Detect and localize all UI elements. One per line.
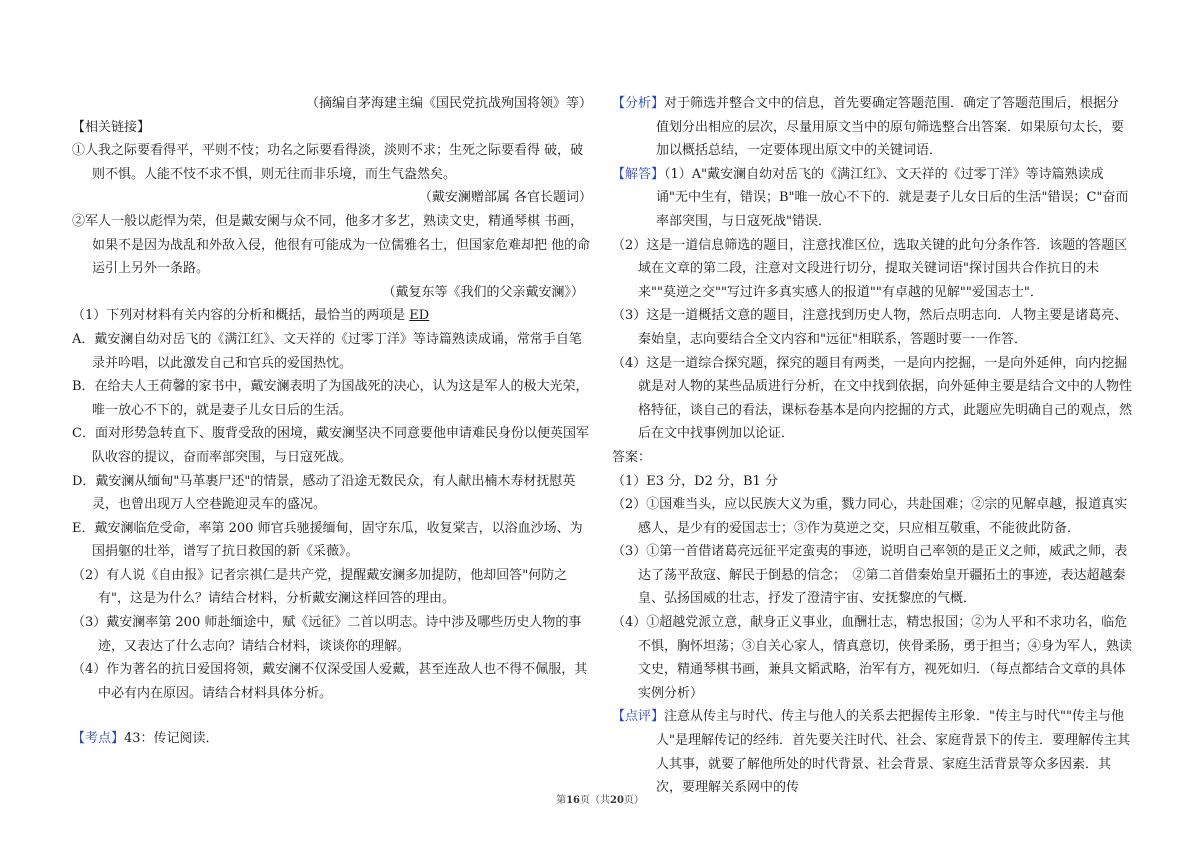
- comment-tag: 【点评】: [612, 709, 665, 725]
- kaodian: [72, 727, 592, 751]
- solution-3: （3）这是一道概括文意的题目，注意找到历史人物，然后点明志向．人物主要是诸葛亮、秦始皇，志向要结合全文内容和"远征"相联系，答题时要一一作答．: [612, 308, 1128, 347]
- answer-4: （4）①超越党派立意，献身正义事业，血酬壮志，精忠报国；②为人平和不求功名，临危不惧，胸怀坦荡；③自关心家人，情真意切，侠骨柔肠，勇于担当；④身为军人，熟读文史，精通琴棋书画，兼具文韬武略，治军有方，视死如归．（每点都结合文章的具体实例分析）: [612, 615, 1133, 701]
- analysis-tag: 【分析】: [612, 96, 665, 111]
- question-1-answer: ED: [409, 308, 430, 324]
- footer-mid: 页（共: [580, 795, 610, 806]
- related-links-title: 【相关链接】: [72, 119, 151, 135]
- related-link-2: ②军人一般以彪悍为荣，但是戴安阑与众不同，他多才多艺，熟读文史，精通琴棋 书画，如果不是因为战乱和外敌入侵，他很有可能成为一位儒雅名士，但国家危难却把 他的命运引上另外一条路。: [72, 213, 591, 277]
- analysis: [612, 92, 1132, 163]
- question-2: （2）有人说《自由报》记者宗祺仁是共产党，提醒戴安澜多加提防，他却回答"何防之有"，这是为什么？请结合材料，分析戴安澜这样回答的理由。: [72, 567, 568, 607]
- option-d: D．戴安澜从缅甸"马革裹尸还"的情景，感动了沿途无数民众，有人献出楠木寿材抚慰英灵，也曾出现万人空巷跪迎灵车的盛况。: [72, 473, 576, 513]
- comment-text: 注意从传主与时代、传主与他人的关系去把握传主形象．"传主与时代""传主与他人"是理解传记的经纬．首先要关注时代、社会、家庭背景下的传主．要理解传主其人其事，就要了解他所处的时代背景、社会背景、家庭生活背景等众多因素．其次，要理解关系网中的传: [656, 709, 1130, 796]
- answer-3: （3）①第一首借诸葛亮远征平定蛮夷的事迹，说明自己率领的是正义之师，威武之师，表达了荡平敌寇、解民于倒悬的信念； ②第二首借秦始皇开疆拓土的事迹，表达超越秦皇、弘扬国威的壮志，抒发了澄清宇宙、安抚黎庶的气概．: [612, 544, 1128, 607]
- related-link-1-source: （戴安澜赠部属 各官长题词）: [418, 190, 592, 206]
- related-link-2-source: （戴复东等《我们的父亲戴安澜》）: [382, 284, 584, 300]
- left-column: [72, 92, 592, 751]
- question-1: [72, 304, 592, 328]
- comment: [612, 705, 1132, 799]
- question-4: （4）作为著名的抗日爱国将领，戴安澜不仅深受国人爱戴，甚至连敌人也不得不佩服，其中必有内在原因。请结合材料具体分析。: [72, 662, 588, 701]
- footer-page-number: 16: [566, 795, 580, 806]
- related-link-1: ①人我之际要看得平，平则不忮；功名之际要看得淡，淡则不求；生死之际要看得 破，破则不惧。人能不忮不求不惧，则无往而非乐境，而生气盎然矣。: [72, 143, 584, 182]
- page-footer: [0, 791, 1200, 806]
- question-3: （3）戴安澜率第 200 师赴缅途中，赋《远征》二首以明志。诗中涉及哪些历史人物的事迹，又表达了什么志向？请结合材料，谈谈你的理解。: [72, 615, 582, 654]
- source-citation: （摘编自茅海建主编《国民党抗战殉国将领》等）: [305, 96, 592, 111]
- option-b: B．在给夫人王荷馨的家书中，戴安澜表明了为国战死的决心，认为这是军人的极大光荣，唯一放心不下的，就是妻子儿女日后的生活。: [72, 379, 589, 418]
- footer-suffix: 页）: [623, 795, 644, 806]
- footer-prefix: 第: [556, 795, 567, 806]
- solution-4: （4）这是一道综合探究题，探究的题目有两类，一是向内挖掘，一是向外延伸，向内挖掘就是对人物的某些品质进行分析，在文中找到依据，向外延伸主要是结合文中的人物性格特征，谈自己的看法，课标卷基本是向内挖掘的方式，此题应先明确自己的观点，然后在文中找事例加以论证．: [612, 355, 1133, 442]
- kaodian-tag: 【考点】: [72, 731, 125, 747]
- question-1-text: （1）下列对材料有关内容的分析和概括，最恰当的两项是: [72, 308, 406, 324]
- footer-total-pages: 20: [610, 795, 624, 806]
- option-e: E．戴安澜临危受命，率第 200 师官兵驰援缅甸，固守东瓜，收复棠吉，以浴血沙场、为国捐躯的壮举，谱写了抗日救国的新《采薇》。: [72, 520, 583, 560]
- solution-1: [612, 163, 1132, 234]
- solution-2: （2）这是一道信息筛选的题目，注意找准区位，选取关键的此句分条作答．该题的答题区域在文章的第二段，注意对文段进行切分，提取关键词语"探讨国共合作抗日的未来""莫逆之交""写过许多真实感人的报道""有卓越的见解""爱国志士"．: [612, 237, 1128, 300]
- right-column: [612, 92, 1132, 800]
- solution-1-text: （1）A"戴安澜自幼对岳飞的《满江红》、文天祥的《过零丁洋》等诗篇熟读成诵"无中生有，错误；B"唯一放心不下的．就是妻子儿女日后的生活"错误；C"奋而率部突围，与日寇死战"错误．: [656, 166, 1129, 229]
- solution-tag: 【解答】: [612, 166, 665, 182]
- option-a: A．戴安澜自幼对岳飞的《满江红》、文天祥的《过零丁洋》等诗篇熟读成诵，常常手自笔录并吟唱，以此激发自己和官兵的爱国热忱。: [72, 331, 582, 371]
- answer-2: （2）①国难当头，应以民族大义为重，戮力同心，共赴国难；②宗的见解卓越，报道真实感人，是少有的爱国志士；③作为莫逆之交，只应相互敬重，不能彼此防备．: [612, 497, 1128, 536]
- analysis-text: 对于筛选并整合文中的信息，首先要确定答题范围．确定了答题范围后，根据分值划分出相应的层次，尽量用原文当中的原句筛选整合出答案．如果原句太长，要加以概括总结，一定要体现出原文中的关键词语．: [656, 96, 1125, 159]
- option-c: C．面对形势急转直下、腹背受敌的困境，戴安澜坚决不同意要他申请难民身份以便英国军队收容的提议，奋而率部突围，与日寇死战。: [72, 426, 589, 465]
- answer-1: （1）E3 分，D2 分，B1 分: [612, 473, 778, 489]
- answer-label: 答案：: [612, 449, 652, 465]
- kaodian-text: 43：传记阅读．: [124, 731, 219, 747]
